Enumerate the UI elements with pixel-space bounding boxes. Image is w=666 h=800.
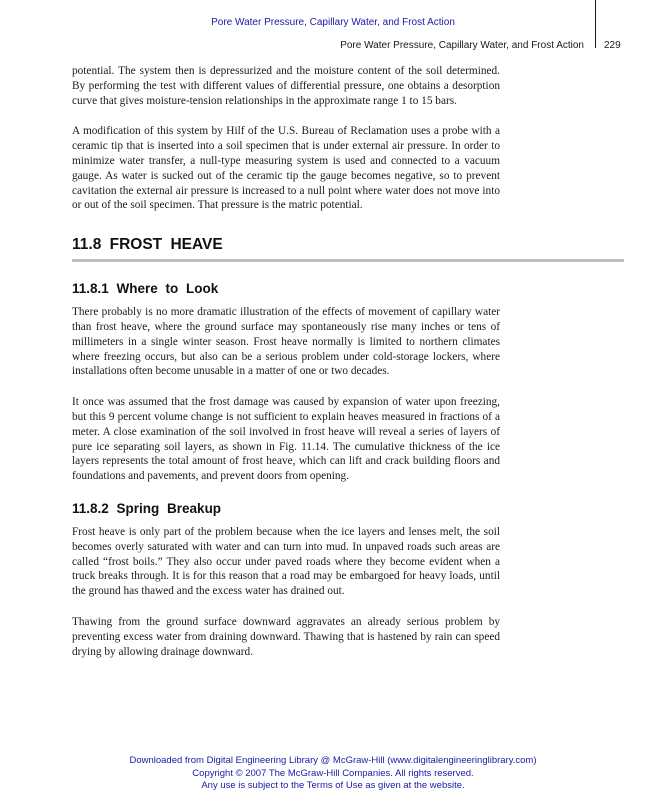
paragraph: potential. The system then is depressurized and the moisture content of the soil determined. By performing the test with different values of differential pressure, one obtains a desorption curve that gives moisture-tension relationships in the approximate range 1 to 15 bars.	[72, 65, 500, 107]
running-head-title: Pore Water Pressure, Capillary Water, and Frost Action	[340, 40, 584, 51]
section-heading-frost-heave: 11.8 FROST HEAVE	[72, 236, 223, 254]
paragraph: There probably is no more dramatic illustration of the effects of movement of capillary water than frost heave, where the ground surface may spontaneously rise many inches or tens of millimeters in a single winter season. Frost heave normally is limited to northern climates where freezing occurs, but also can be a serious problem under cold-storage lockers, where installations often become unusable in a matter of one or two decades.	[72, 306, 500, 378]
footer-download-line: Downloaded from Digital Engineering Library @ McGraw-Hill (www.digitalengineeringlibrary.com)	[129, 755, 537, 766]
paragraph: Thawing from the ground surface downward aggravates an already serious problem by preventing excess water from draining downward. Thawing that is hastened by rain can speed drying by allowing drainage downward.	[72, 615, 500, 658]
section-divider	[72, 259, 624, 262]
download-footer	[0, 755, 666, 793]
subsection-heading-spring-breakup: 11.8.2 Spring Breakup	[72, 500, 222, 516]
paragraph: Frost heave is only part of the problem because when the ice layers and lenses melt, the soil becomes overly saturated with water and can turn into mud. In unpaved roads such areas are called “frost boils.” They also occur under paved roads where they become evident when a truck breaks through. It is for this reason that a road may be embargoed for heavy loads, until the ground has thawed and the excess water has drained out.	[72, 525, 500, 598]
subsection-heading-where-to-look: 11.8.1 Where to Look	[72, 281, 219, 297]
page-body	[72, 64, 500, 675]
paragraph: A modification of this system by Hilf of the U.S. Bureau of Reclamation uses a probe with a ceramic tip that is inserted into a soil specimen that is under external air pressure. In order to minimize water transfer, a null-type measuring system is used and connected to a vacuum gauge. As water is sucked out of the ceramic tip the gauge becomes negative, so to prevent cavitation the external air pressure is increased to a null point where water does not move into or out of the soil specimen. That pressure is the matric potential.	[72, 125, 500, 212]
paragraph: It once was assumed that the frost damage was caused by expansion of water upon freezing, but this 9 percent volume change is not sufficient to explain heaves measured in fractions of a meter. A close examination of the soil involved in frost heave will reveal a series of layers of pure ice separating soil layers, as shown in Fig. 11.14. The cumulative thickness of the ice layers represents the total amount of frost heave, which can lift and crack building floors and foundations and pavements, and prevent doors from opening.	[72, 396, 500, 483]
footer-terms-line: Any use is subject to the Terms of Use as given at the website.	[201, 780, 465, 791]
header-divider	[595, 0, 596, 48]
page-number: 229	[604, 40, 621, 51]
footer-copyright-line: Copyright © 2007 The McGraw-Hill Companies. All rights reserved.	[192, 767, 474, 779]
top-banner: Pore Water Pressure, Capillary Water, and Frost Action	[211, 17, 455, 28]
